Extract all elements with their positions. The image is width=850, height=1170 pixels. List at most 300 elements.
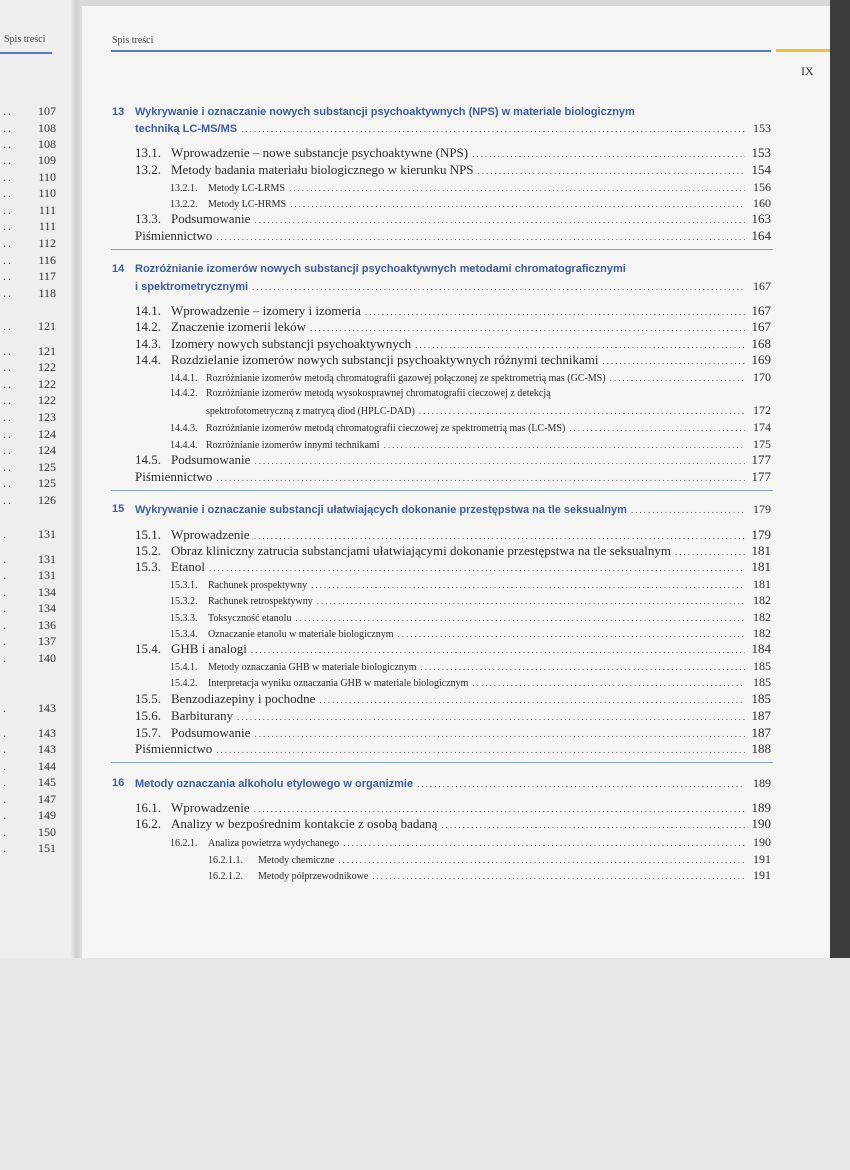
toc-entry [135,319,771,335]
leader-dots: .. [3,286,13,300]
entry-text: Izomery nowych substancji psychoaktywnych [171,336,412,351]
leader-dots [311,580,745,590]
page-ref: 175 [753,437,771,451]
toc-entry-bibliography [135,741,771,757]
leader-dots: . [3,585,8,599]
toc-entry [170,196,771,211]
entry-text: Obraz kliniczny zatrucia substancjami ułatwiającymi dokonanie przestępstwa na tle seksualnym [171,543,671,558]
leader-dots [338,855,745,865]
leader-dots: .. [3,203,13,217]
chapter-title: Rozróżnianie izomerów nowych substancji psychoaktywnych metodami chromatograficznymi [135,263,626,275]
entry-number: 16.2.1. [170,838,198,849]
left-page-number [0,742,56,757]
leader-dots: .. [3,121,13,135]
leader-dots [569,423,745,433]
leader-dots: .. [3,493,13,507]
entry-text: GHB i analogi [171,641,247,656]
entry-text-line2: spektrofotometryczną z matrycą diod (HPLC-DAD) [206,406,415,417]
leader-dots: . [3,742,8,756]
leader-dots [441,820,745,830]
left-page-number [0,219,56,234]
toc-entry [135,527,771,543]
page-ref: 110 [38,170,56,184]
left-page-number [0,701,56,716]
page-ref: 185 [753,659,771,673]
entry-number: 13.2.1. [170,183,198,194]
toc-entry [135,691,771,707]
page-ref: 123 [38,410,56,424]
leader-dots: . [3,792,8,806]
page-ref: 182 [753,610,771,624]
leader-dots [254,456,745,466]
leader-dots: . [3,808,8,822]
leader-dots: .. [3,319,13,333]
entry-number: 15.1. [135,527,161,542]
toc-entry [170,388,551,399]
entry-number: 13.2.2. [170,199,198,210]
toc-entry-bibliography [135,469,771,485]
page-number: IX [801,64,814,78]
page-ref: 153 [753,121,771,135]
page-ref: 164 [751,228,771,243]
page-ref: 190 [753,835,771,849]
leader-dots [343,838,745,848]
left-page-number [0,360,56,375]
page-ref: 109 [38,153,56,167]
entry-number: 14.4.3. [170,423,198,434]
chapter-separator [111,490,773,491]
leader-dots: .. [3,476,13,490]
page-ref: 184 [751,641,771,656]
leader-dots [295,613,745,623]
toc-entry [170,610,771,625]
leader-dots: . [3,601,8,615]
entry-number: 15.3.1. [170,580,198,591]
running-header: Spis treści [112,35,154,46]
left-page-number [0,792,56,807]
page-ref: 154 [751,162,771,177]
page-ref: 150 [38,825,56,839]
entry-number: 13.3. [135,211,161,226]
leader-dots [415,340,745,350]
toc-entry [170,180,771,195]
leader-dots: .. [3,137,13,151]
entry-text: Rachunek prospektywny [208,580,308,591]
left-header-rule [0,52,52,54]
entry-number: 15.7. [135,725,161,740]
chapter-title: Wykrywanie i oznaczanie substancji ułatwiających dokonanie przestępstwa na tle seksualnym [135,504,627,516]
entry-text: Rozróżnianie izomerów innymi technikami [206,440,380,451]
entry-number: 14.2. [135,319,161,334]
page-ref: 118 [38,286,56,300]
entry-text: Etanol [171,559,205,574]
entry-number: 15.3.3. [170,613,198,624]
toc-entry [135,352,771,368]
left-page-number [0,319,56,334]
entry-text: Rachunek retrospektywny [208,596,313,607]
leader-dots [397,629,745,639]
entry-text: Znaczenie izomerii leków [171,319,306,334]
entry-text: Metody badania materiału biologicznego w kierunku NPS [171,162,474,177]
left-page-number [0,585,56,600]
toc-entry [208,852,771,867]
entry-text: Rozdzielanie izomerów nowych substancji psychoaktywnych różnymi technikami [171,352,599,367]
leader-dots [675,547,745,557]
leader-dots [319,695,745,705]
chapter-title-row [135,502,771,517]
page-ref: 121 [38,344,56,358]
page-ref: 112 [38,236,56,250]
entry-text: Metody LC-LRMS [208,183,285,194]
left-page-number [0,476,56,491]
leader-dots [472,149,745,159]
page-ref: 110 [38,186,56,200]
left-page-number [0,393,56,408]
toc-entry [135,725,771,741]
entry-number: 14.4.2. [170,388,198,399]
page-ref: 151 [38,841,56,855]
entry-text: Interpretacja wyniku oznaczania GHB w materiale biologicznym [208,678,469,689]
toc-entry [135,303,771,319]
leader-dots [317,596,745,606]
page-ref: 116 [38,253,56,267]
leader-dots: .. [3,104,13,118]
left-page-number [0,269,56,284]
entry-number: 15.6. [135,708,161,723]
entry-number: 15.4.1. [170,662,198,673]
entry-text: Metody półprzewodnikowe [258,871,369,882]
chapter-number: 16 [112,777,125,789]
page-ref: 108 [38,121,56,135]
chapter-title: Metody oznaczania alkoholu etylowego w organizmie [135,778,414,790]
leader-dots [631,505,745,515]
leader-dots: . [3,552,8,566]
leader-dots [241,124,745,134]
toc-entry [135,452,771,468]
entry-number: 13.2. [135,162,161,177]
toc-entry [135,708,771,724]
leader-dots: .. [3,377,13,391]
toc-entry [170,675,771,690]
toc-entry [135,559,771,575]
header-accent-rule [776,49,830,52]
leader-dots: .. [3,344,13,358]
left-page-number [0,825,56,840]
page-ref: 191 [753,868,771,882]
toc-entry [135,211,771,227]
leader-dots: . [3,568,8,582]
leader-dots: . [3,841,8,855]
page-ref: 163 [751,211,771,226]
entry-number: 14.1. [135,303,161,318]
chapter-title-row [135,279,771,294]
top-strip [82,0,830,6]
page-ref: 160 [753,196,771,210]
entry-text: Podsumowanie [171,452,251,467]
leader-dots [610,373,745,383]
entry-text: Analiza powietrza wydychanego [208,838,340,849]
chapter-separator [111,249,773,250]
left-page-number [0,460,56,475]
leader-dots [254,531,745,541]
leader-dots: . [3,618,8,632]
toc-entry [170,593,771,608]
page-ref: 143 [38,726,56,740]
leader-dots: .. [3,186,13,200]
toc-entry [135,145,771,161]
leader-dots [602,356,745,366]
left-page-number [0,377,56,392]
left-page-number [0,552,56,567]
page-ref: 140 [38,651,56,665]
page-ref: 172 [753,403,771,417]
page-ref: 177 [751,469,771,484]
entry-number: 15.5. [135,691,161,706]
entry-number: 16.2. [135,816,161,831]
page-ref: 181 [751,543,771,558]
page-ref: 108 [38,137,56,151]
page-ref: 149 [38,808,56,822]
leader-dots [254,729,745,739]
page-ref: 181 [751,559,771,574]
leader-dots [372,871,745,881]
entry-number: 14.3. [135,336,161,351]
left-page-number [0,775,56,790]
entry-text: Oznaczanie etanolu w materiale biologicznym [208,629,394,640]
chapter-number: 15 [112,503,125,515]
page-ref: 136 [38,618,56,632]
entry-number: 14.4. [135,352,161,367]
left-page-number [0,759,56,774]
entry-text: Toksyczność etanolu [208,613,292,624]
entry-text: Rozróżnianie izomerów metodą chromatografii cieczowej ze spektrometrią mas (LC-MS) [206,423,566,434]
leader-dots [419,406,745,416]
chapter-title-row [135,121,771,136]
entry-number: 14.4.4. [170,440,198,451]
toc-entry-continuation [206,403,771,418]
toc-entry [135,800,771,816]
entry-number: 15.3.4. [170,629,198,640]
entry-text: Wprowadzenie [171,527,250,542]
left-page-number [0,236,56,251]
page-ref: 191 [753,852,771,866]
toc-entry-bibliography [135,228,771,244]
leader-dots: .. [3,443,13,457]
leader-dots [384,440,745,450]
entry-number: 16.1. [135,800,161,815]
leader-dots [365,307,745,317]
toc-entry [170,835,771,850]
leader-dots [252,282,745,292]
chapter-title-row [135,776,771,791]
page-ref: 185 [753,675,771,689]
page-ref: 144 [38,759,56,773]
page-ref: 190 [751,816,771,831]
toc-entry [135,816,771,832]
leader-dots [254,215,745,225]
leader-dots: . [3,775,8,789]
page-ref: 177 [751,452,771,467]
entry-text: Wprowadzenie – nowe substancje psychoaktywne (NPS) [171,145,469,160]
page-ref: 125 [38,476,56,490]
leader-dots [417,779,745,789]
leader-dots: .. [3,153,13,167]
leader-dots [289,183,745,193]
page-ref: 167 [751,303,771,318]
left-page-number [0,286,56,301]
leader-dots: . [3,651,8,665]
left-page-number [0,153,56,168]
leader-dots [237,712,745,722]
page-ref: 111 [38,219,56,233]
page-ref: 187 [751,725,771,740]
leader-dots [290,199,745,209]
leader-dots: . [3,634,8,648]
page-ref: 168 [751,336,771,351]
page-ref: 187 [751,708,771,723]
left-page-number [0,170,56,185]
scan-background [0,958,850,1170]
leader-dots [254,804,745,814]
leader-dots: . [3,759,8,773]
leader-dots: .. [3,253,13,267]
entry-number: 15.2. [135,543,161,558]
toc-entry [170,626,771,641]
page-ref: 143 [38,701,56,715]
chapter-title-line2: techniką LC-MS/MS [135,123,238,135]
page-ref: 169 [751,352,771,367]
leader-dots [216,473,745,483]
entry-text: Wprowadzenie – izomery i izomeria [171,303,361,318]
entry-text: Metody LC-HRMS [208,199,287,210]
page-ref: 131 [38,568,56,582]
leader-dots [478,166,745,176]
leader-dots: .. [3,219,13,233]
leader-dots: .. [3,360,13,374]
toc-entry [135,162,771,178]
left-page-number [0,726,56,741]
page-ref: 181 [753,577,771,591]
page-ref: 185 [751,691,771,706]
page-ref: 111 [38,203,56,217]
page-ref: 122 [38,360,56,374]
left-page-number [0,427,56,442]
entry-text: Rozróżnianie izomerów metodą wysokosprawnej chromatografii cieczowej z detekcją [206,388,551,399]
leader-dots: .. [3,460,13,474]
entry-number: 16.2.1.2. [208,871,243,882]
left-page-number [0,601,56,616]
leader-dots [216,745,745,755]
page-ref: 182 [753,593,771,607]
page-ref: 125 [38,460,56,474]
page-ref: 145 [38,775,56,789]
page-ref: 182 [753,626,771,640]
entry-text: Podsumowanie [171,211,251,226]
left-page-number [0,841,56,856]
entry-text: Piśmiennictwo [135,228,213,243]
entry-number: 14.4.1. [170,373,198,384]
page-ref: 124 [38,443,56,457]
entry-text: Piśmiennictwo [135,741,213,756]
page-ref: 122 [38,393,56,407]
page-ref: 117 [38,269,56,283]
page-ref: 153 [751,145,771,160]
page-ref: 167 [753,279,771,293]
leader-dots [209,563,745,573]
scanner-edge [830,0,850,958]
left-page-number [0,808,56,823]
page-ref: 179 [751,527,771,542]
left-page-number [0,618,56,633]
leader-dots: . [3,701,8,715]
left-running-header: Spis treści [4,34,46,45]
left-page-number [0,651,56,666]
toc-entry [135,336,771,352]
left-page-number [0,527,56,542]
chapter-number: 13 [112,106,125,118]
entry-text: Barbiturany [171,708,234,723]
page-ref: 122 [38,377,56,391]
leader-dots [251,645,745,655]
page-ref: 126 [38,493,56,507]
chapter-title: Wykrywanie i oznaczanie nowych substancji psychoaktywnych (NPS) w materiale biologicznym [135,106,635,118]
entry-number: 15.4.2. [170,678,198,689]
toc-entry [170,659,771,674]
entry-number: 15.4. [135,641,161,656]
page-ref: 189 [753,776,771,790]
toc-entry [208,868,771,883]
entry-number: 16.2.1.1. [208,855,243,866]
page-ref: 147 [38,792,56,806]
leader-dots: .. [3,410,13,424]
toc-entry [170,370,771,385]
left-page-number [0,253,56,268]
left-page-number [0,186,56,201]
entry-text: Metody chemiczne [258,855,335,866]
entry-text: Benzodiazepiny i pochodne [171,691,316,706]
left-page-number [0,104,56,119]
left-page [0,0,78,958]
entry-text: Metody oznaczania GHB w materiale biologicznym [208,662,417,673]
leader-dots: .. [3,393,13,407]
page-ref: 131 [38,527,56,541]
left-page-number [0,634,56,649]
leader-dots: . [3,527,8,541]
page-ref: 179 [753,502,771,516]
header-rule [111,50,771,52]
chapter-title-line2: i spektrometrycznymi [135,281,249,293]
entry-text: Piśmiennictwo [135,469,213,484]
entry-number: 13.1. [135,145,161,160]
left-page-number [0,410,56,425]
page-ref: 134 [38,601,56,615]
leader-dots [421,662,745,672]
toc-entry [170,577,771,592]
page-ref: 137 [38,634,56,648]
toc-entry [170,437,771,452]
page-ref: 107 [38,104,56,118]
entry-text: Analizy w bezpośrednim kontakcie z osobą badaną [171,816,438,831]
page-ref: 134 [38,585,56,599]
page-ref: 156 [753,180,771,194]
page-ref: 124 [38,427,56,441]
leader-dots: . [3,726,8,740]
left-page-number [0,493,56,508]
chapter-separator [111,762,773,763]
left-page-number [0,568,56,583]
left-page-number [0,203,56,218]
leader-dots: .. [3,269,13,283]
